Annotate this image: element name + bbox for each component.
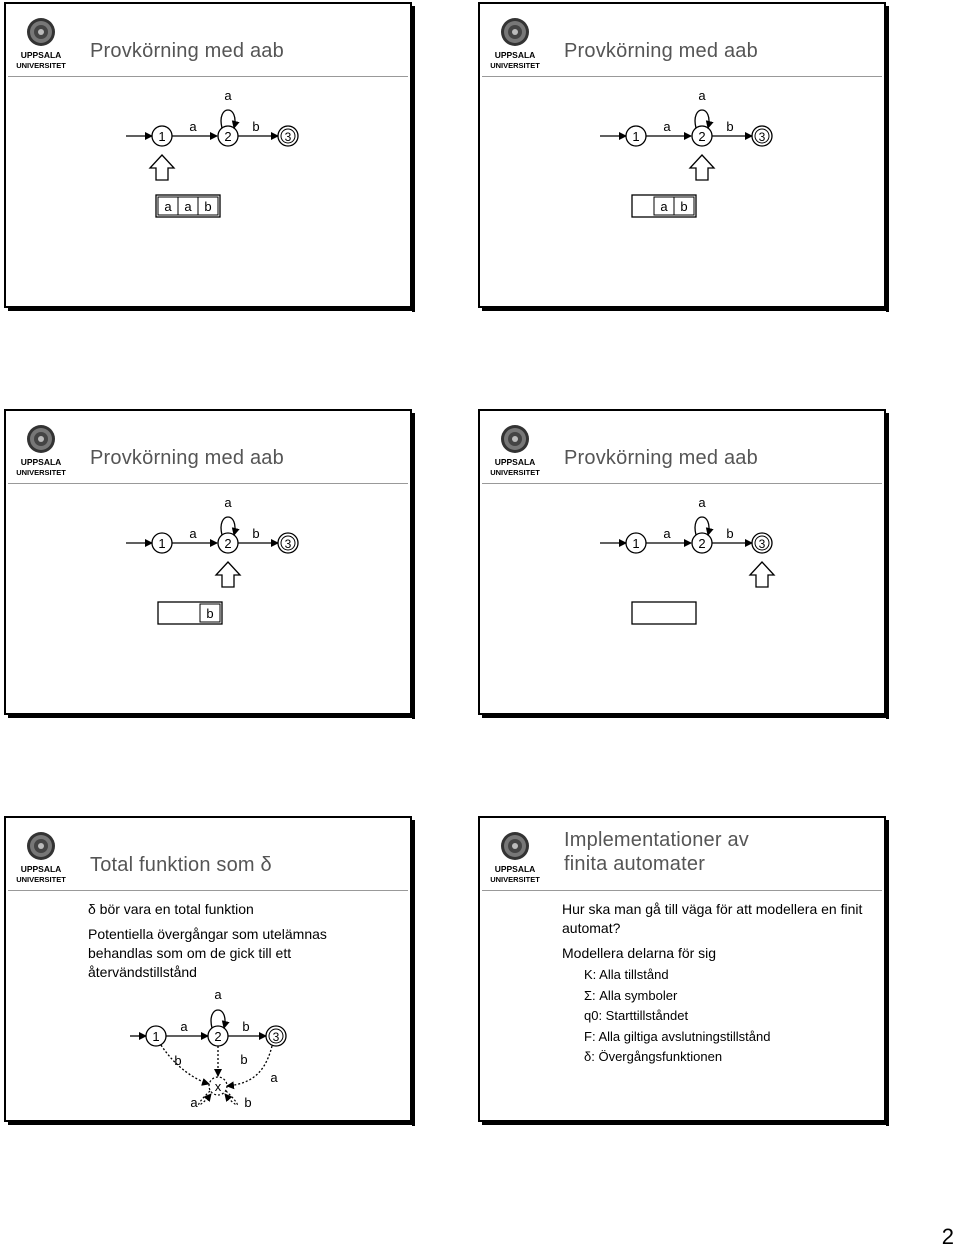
svg-text:UNIVERSITET: UNIVERSITET xyxy=(490,468,540,477)
svg-text:a: a xyxy=(224,495,232,510)
paragraph: Modellera delarna för sig xyxy=(562,945,717,961)
svg-text:2: 2 xyxy=(698,129,706,144)
svg-text:a: a xyxy=(184,199,192,214)
slide-6 xyxy=(478,816,886,1122)
svg-text:2: 2 xyxy=(224,129,232,144)
svg-text:1: 1 xyxy=(152,1029,160,1044)
svg-text:UNIVERSITET: UNIVERSITET xyxy=(490,875,540,884)
slide-title xyxy=(564,828,749,876)
svg-text:UPPSALA: UPPSALA xyxy=(20,457,62,467)
svg-text:1: 1 xyxy=(632,536,640,551)
page-number: 2 xyxy=(941,1224,954,1249)
slide-title: Total funktion som δ xyxy=(90,854,272,876)
svg-text:2: 2 xyxy=(698,536,706,551)
svg-text:b: b xyxy=(240,1052,248,1067)
svg-text:1: 1 xyxy=(632,129,640,144)
svg-text:2: 2 xyxy=(224,536,232,551)
slide-1 xyxy=(4,2,412,308)
svg-text:a: a xyxy=(663,526,671,541)
list-item: Σ: Alla symboler xyxy=(584,987,678,1003)
automaton-diagram xyxy=(6,4,412,308)
svg-text:1: 1 xyxy=(158,129,166,144)
svg-text:a: a xyxy=(190,1095,198,1110)
svg-text:UNIVERSITET: UNIVERSITET xyxy=(16,875,66,884)
svg-text:1: 1 xyxy=(158,536,166,551)
svg-text:x: x xyxy=(214,1079,222,1094)
svg-text:a: a xyxy=(189,526,197,541)
list-item: δ: Övergångsfunktionen xyxy=(584,1049,723,1064)
total-automaton-diagram xyxy=(6,818,412,1122)
automaton-diagram xyxy=(480,411,886,715)
automaton-diagram xyxy=(480,4,886,308)
read-head-arrow xyxy=(216,562,240,587)
paragraph: Potentiella övergångar som utelämnas behandlas som om de gick till ett återvändstillstånd xyxy=(88,926,327,980)
list-item: K: Alla tillstånd xyxy=(584,967,669,982)
svg-text:a: a xyxy=(270,1070,278,1085)
svg-text:3: 3 xyxy=(284,130,292,144)
svg-text:UPPSALA: UPPSALA xyxy=(494,457,536,467)
read-head-arrow xyxy=(150,155,174,180)
svg-text:a: a xyxy=(189,119,197,134)
svg-text:3: 3 xyxy=(758,130,766,144)
svg-text:a: a xyxy=(164,199,172,214)
read-head-arrow xyxy=(750,562,774,587)
slide-5 xyxy=(4,816,412,1122)
svg-text:2: 2 xyxy=(214,1029,222,1044)
paragraph: δ bör vara en total funktion xyxy=(88,901,254,917)
svg-text:a: a xyxy=(663,119,671,134)
slide-body xyxy=(562,900,882,1068)
svg-text:b: b xyxy=(204,199,212,214)
svg-text:b: b xyxy=(726,119,734,134)
svg-text:UPPSALA: UPPSALA xyxy=(494,50,536,60)
slide-title-line2: finita automater xyxy=(564,853,706,875)
title-divider xyxy=(482,890,882,891)
svg-text:a: a xyxy=(698,88,706,103)
svg-text:a: a xyxy=(180,1019,188,1034)
paragraph: Hur ska man gå till väga för att modellera en finit automat? xyxy=(562,901,863,936)
svg-text:a: a xyxy=(214,987,222,1002)
slide-title: Provkörning med aab xyxy=(564,447,758,469)
svg-text:UPPSALA: UPPSALA xyxy=(494,864,536,874)
slide-title: Provkörning med aab xyxy=(90,40,284,62)
svg-text:UPPSALA: UPPSALA xyxy=(20,50,62,60)
svg-text:b: b xyxy=(244,1095,252,1110)
slide-4 xyxy=(478,409,886,715)
svg-text:UNIVERSITET: UNIVERSITET xyxy=(16,61,66,70)
uppsala-logo xyxy=(486,826,544,886)
svg-text:b: b xyxy=(242,1019,250,1034)
svg-text:UNIVERSITET: UNIVERSITET xyxy=(16,468,66,477)
tape xyxy=(632,602,696,624)
svg-text:b: b xyxy=(206,606,214,621)
svg-text:a: a xyxy=(224,88,232,103)
svg-text:UPPSALA: UPPSALA xyxy=(20,864,62,874)
slide-3 xyxy=(4,409,412,715)
slide-title-line1: Implementationer av xyxy=(564,829,750,851)
list-item: q0: Starttillståndet xyxy=(584,1008,689,1023)
svg-text:3: 3 xyxy=(272,1030,280,1044)
read-head-arrow xyxy=(690,155,714,180)
svg-text:b: b xyxy=(252,119,260,134)
svg-text:UNIVERSITET: UNIVERSITET xyxy=(490,61,540,70)
svg-text:b: b xyxy=(680,199,688,214)
svg-text:3: 3 xyxy=(284,537,292,551)
svg-text:3: 3 xyxy=(758,537,766,551)
slide-title: Provkörning med aab xyxy=(90,447,284,469)
slide-2 xyxy=(478,2,886,308)
svg-text:a: a xyxy=(698,495,706,510)
svg-text:b: b xyxy=(726,526,734,541)
automaton-diagram xyxy=(6,411,412,715)
svg-text:b: b xyxy=(252,526,260,541)
svg-text:a: a xyxy=(660,199,668,214)
slide-title: Provkörning med aab xyxy=(564,40,758,62)
svg-text:b: b xyxy=(174,1053,182,1068)
list-item: F: Alla giltiga avslutningstillstånd xyxy=(584,1028,771,1044)
